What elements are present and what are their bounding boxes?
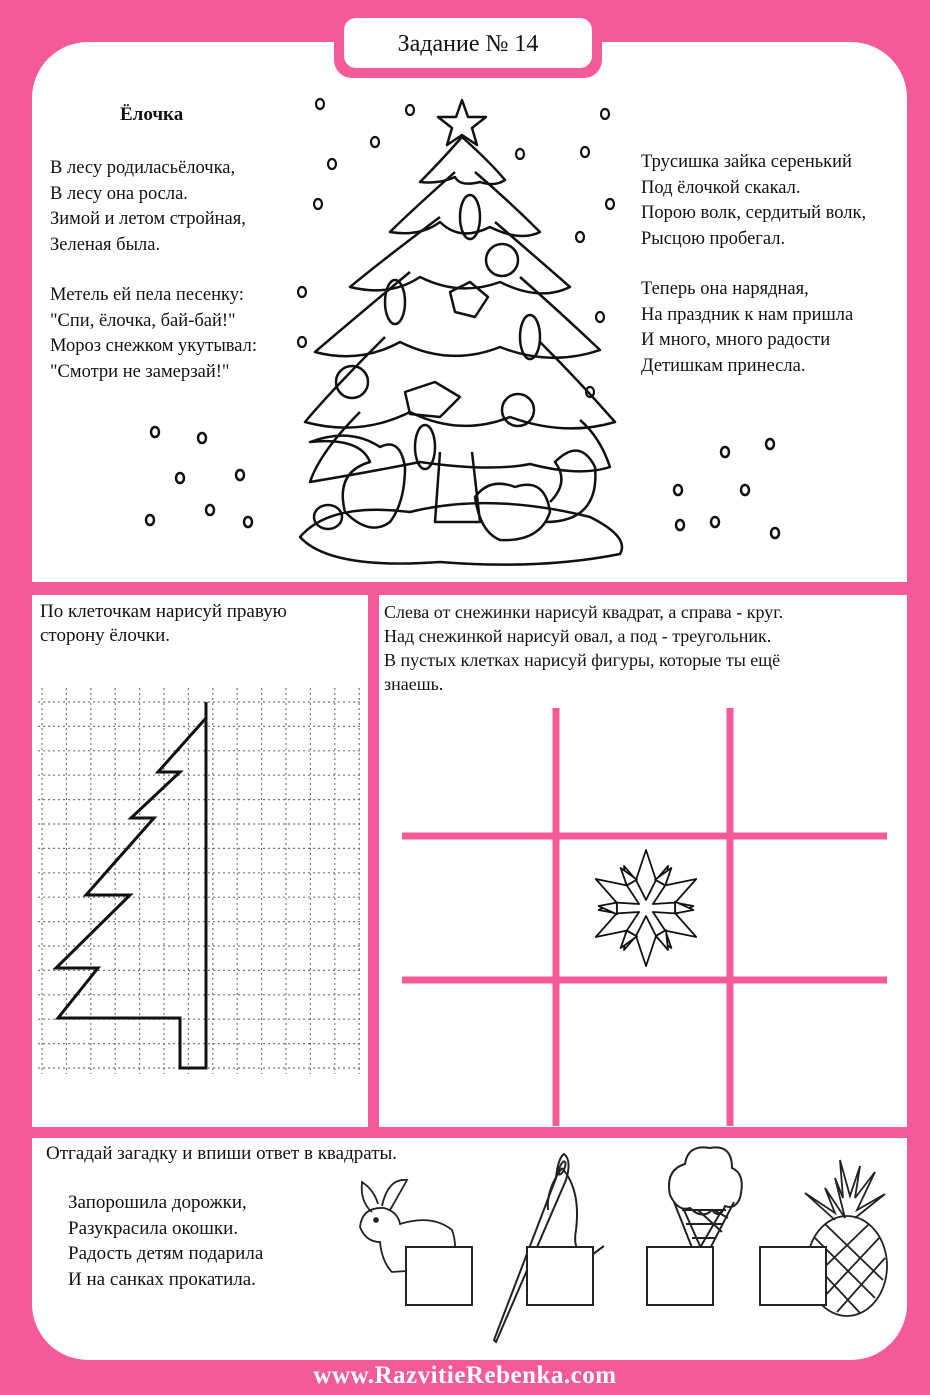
instruction-line: Слева от снежинки нарисуй квадрат, а справа - круг. bbox=[384, 602, 784, 622]
poem-line: На праздник к нам пришла bbox=[641, 304, 854, 325]
poem-line: Зимой и летом стройная, bbox=[50, 209, 246, 229]
poem-left-title: Ёлочка bbox=[120, 104, 184, 125]
snowflake-icon bbox=[585, 850, 707, 966]
riddle-line: Запорошила дорожки, bbox=[68, 1192, 247, 1213]
snow-dots-right bbox=[660, 430, 790, 545]
answer-box-2[interactable] bbox=[526, 1246, 594, 1306]
christmas-tree-illustration bbox=[290, 92, 635, 572]
shapes-task-instruction bbox=[384, 600, 783, 696]
riddle-instruction: Отгадай загадку и впиши ответ в квадраты. bbox=[46, 1143, 398, 1164]
instruction-line: В пустых клетках нарисуй фигуры, которые ты ещё bbox=[384, 650, 781, 670]
poem-line: Теперь она нарядная, bbox=[641, 279, 809, 299]
answer-box-3[interactable] bbox=[646, 1246, 714, 1306]
riddle-line: И на санках прокатила. bbox=[68, 1268, 256, 1290]
tic-tac-grid[interactable] bbox=[402, 708, 887, 1126]
poem-line: Трусишка зайка серенький bbox=[641, 152, 852, 172]
poem-line: Порою волк, сердитый волк, bbox=[641, 203, 867, 223]
riddle-text bbox=[68, 1190, 263, 1292]
riddle-line: Разукрасила окошки. bbox=[68, 1217, 239, 1239]
footer-site-url[interactable]: www.RazvitieRebenka.com bbox=[313, 1362, 617, 1389]
poem-right bbox=[641, 150, 866, 379]
dotted-grid[interactable] bbox=[38, 688, 360, 1074]
poem-line: "Спи, ёлочка, бай-бай!" bbox=[50, 310, 236, 331]
instruction-line: сторону ёлочки. bbox=[40, 625, 171, 646]
poem-line: "Смотри не замерзай!" bbox=[50, 361, 230, 382]
riddle-line: Радость детям подарила bbox=[68, 1243, 264, 1264]
page-title: Задание № 14 bbox=[344, 18, 592, 68]
poem-line: В лесу родиласьёлочка, bbox=[50, 158, 236, 178]
answer-box-4[interactable] bbox=[759, 1246, 827, 1306]
poem-line: Метель ей пела песенку: bbox=[50, 285, 244, 305]
poem-line: Под ёлочкой скакал. bbox=[641, 177, 801, 198]
poem-line: В лесу она росла. bbox=[50, 183, 188, 204]
instruction-line: По клеточкам нарисуй правую bbox=[40, 601, 287, 622]
instruction-line: Над снежинкой нарисуй овал, а под - треугольник. bbox=[384, 626, 772, 646]
grid-task-instruction bbox=[40, 600, 287, 648]
poem-line: Зеленая была. bbox=[50, 234, 161, 255]
snow-dots-left bbox=[140, 420, 270, 535]
poem-line: Детишкам принесла. bbox=[641, 355, 806, 376]
poem-line: Рысцою пробегал. bbox=[641, 228, 786, 249]
poem-line: Мороз снежком укутывал: bbox=[50, 336, 258, 356]
poem-left bbox=[50, 156, 257, 385]
instruction-line: знаешь. bbox=[384, 674, 444, 694]
poem-line: И много, много радости bbox=[641, 330, 831, 350]
tree-left-half-outline bbox=[56, 702, 206, 1068]
answer-box-1[interactable] bbox=[405, 1246, 473, 1306]
